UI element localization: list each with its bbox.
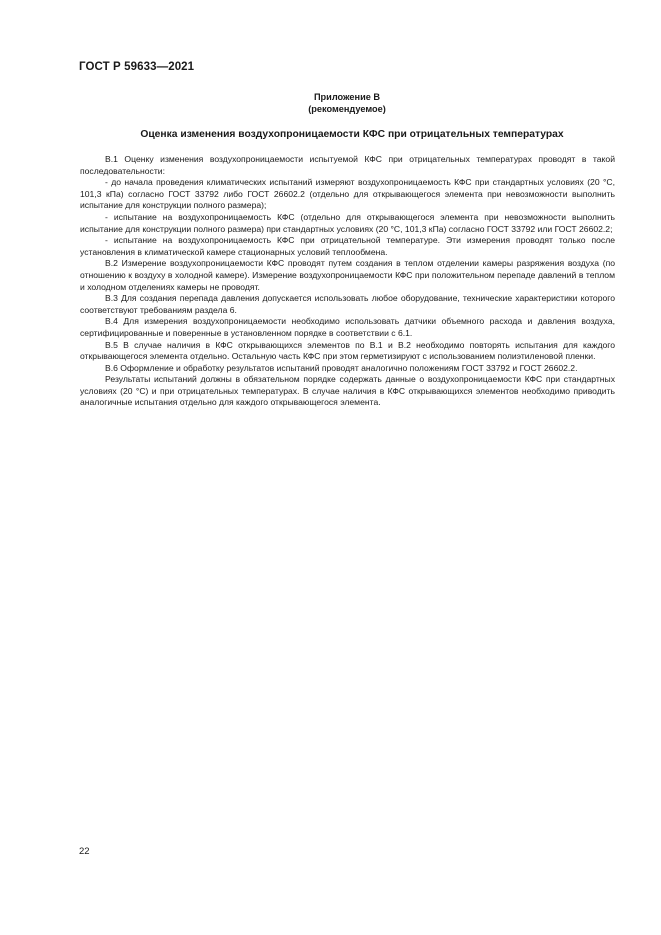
paragraph-b6: В.6 Оформление и обработку результатов испытаний проводят аналогично положениям ГОСТ 33792 и ГОСТ 26602.2. — [105, 362, 578, 373]
appendix-title: Приложение В — [313, 92, 381, 102]
list-item-before-climate-test: - до начала проведения климатических испытаний измеряют воздухопроницаемость КФС при стандартных условиях (20 °С, 101,3 кПа) согласно ГОСТ 33792 либо ГОСТ 26602.2 (отдельно для открывающегося элемента при невозможности выполнить испытание для конструкции полного размера); — [80, 177, 615, 211]
section-title: Оценка изменения воздухопроницаемости КФС при отрицательных температурах — [140, 129, 564, 140]
paragraph-b2: В.2 Измерение воздухопроницаемости КФС проводят путем создания в теплом отделении камеры разряжения воздуха (по отношению к воздуху в холодной камере). Измерение воздухопроницаемости КФС при положительном перепаде давлений в теплом и холодном отделениях камеры не проводят. — [80, 258, 615, 292]
standard-designation: ГОСТ Р 59633—2021 — [79, 61, 195, 73]
appendix-status: (рекомендуемое) — [308, 104, 386, 114]
body-text — [80, 154, 615, 409]
list-item-negative-temperature-test: - испытание на воздухопроницаемость КФС при отрицательной температуре. Эти измерения проводят только после установления в климатической камере стационарных условий теплообмена. — [80, 235, 615, 257]
paragraph-b5: В.5 В случае наличия в КФС открывающихся элементов по В.1 и В.2 необходимо повторять испытания для каждого открывающегося элемента отдельно. Остальную часть КФС при этом герметизируют с использованием полиэтиленовой пленки. — [80, 339, 615, 362]
paragraph-b4: В.4 Для измерения воздухопроницаемости необходимо использовать датчики объемного расхода и давления воздуха, сертифицированные и поверенные в установленном порядке в соответствии с 6.1. — [80, 316, 615, 338]
list-item-standard-conditions-test: - испытание на воздухопроницаемость КФС (отдельно для открывающегося элемента при невозможности выполнить испытание для конструкции полного размера) при стандартных условиях (20 °С, 101,3 кПа) согласно ГОСТ 33792 или ГОСТ 26602.2; — [80, 211, 615, 234]
page-number: 22 — [79, 846, 90, 857]
appendix-heading — [0, 91, 661, 115]
paragraph-b3: В.3 Для создания перепада давления допускается использовать любое оборудование, технические характеристики которого соответствуют требованиям раздела 6. — [80, 293, 615, 315]
paragraph-results: Результаты испытаний должны в обязательном порядке содержать данные о воздухопроницаемости КФС при стандартных условиях (20 °С) и при отрицательных температурах. В случае наличия в КФС открывающихся элементов необходимо приводить аналогичные испытания отдельно для каждого открывающегося элемента. — [80, 374, 615, 408]
paragraph-b1: В.1 Оценку изменения воздухопроницаемости испытуемой КФС при отрицательных температурах проводят в такой последовательности: — [80, 154, 615, 176]
